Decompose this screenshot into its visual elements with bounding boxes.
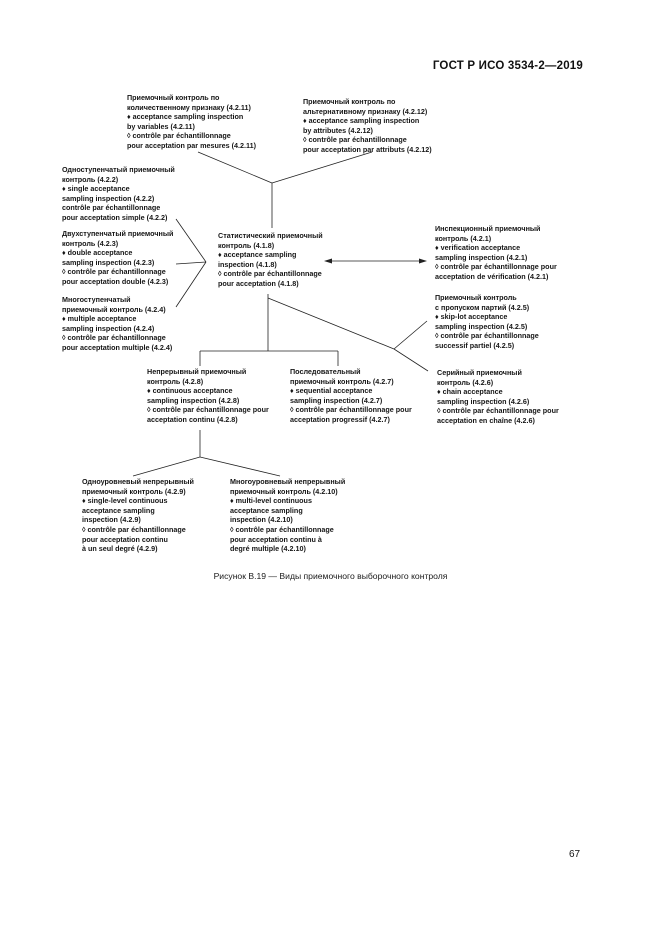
node-line: контроль (4.2.2) — [62, 174, 119, 184]
node-line: контроль (4.2.3) — [62, 238, 119, 248]
node-line: с пропуском партий (4.2.5) — [435, 302, 530, 312]
node-line: приемочный контроль (4.2.7) — [290, 376, 394, 386]
node-line: inspection (4.2.10) — [230, 515, 293, 525]
node-line: Двухступенчатый приемочный — [62, 229, 174, 238]
node-verification-inspection — [435, 224, 557, 282]
node-double-inspection — [62, 229, 173, 287]
node-line: контроль (4.2.1) — [435, 233, 492, 243]
node-statistical-inspection — [218, 231, 323, 289]
node-line: ♦ acceptance sampling inspection — [127, 112, 244, 122]
node-line: Серийный приемочный — [437, 368, 522, 377]
node-line: Инспекционный приемочный — [435, 224, 541, 233]
node-line: ♦ acceptance sampling inspection — [303, 116, 420, 126]
node-line: Многоуровневый непрерывный — [230, 477, 346, 486]
node-line: sampling inspection (4.2.4) — [62, 323, 155, 333]
node-line: ♦ single-level continuous — [82, 496, 168, 506]
document-id: ГОСТ Р ИСО 3534-2—2019 — [432, 60, 583, 72]
node-line: ◊ contrôle par échantillonnage — [435, 331, 539, 341]
node-line: degré multiple (4.2.10) — [230, 544, 306, 554]
node-line: acceptation continu (4.2.8) — [147, 414, 238, 424]
node-line: Приемочный контроль по — [127, 93, 220, 102]
node-line: inspection (4.1.8) — [218, 259, 277, 269]
node-line: приемочный контроль (4.2.10) — [230, 486, 338, 496]
node-line: sampling inspection (4.2.1) — [435, 252, 528, 262]
node-line: pour acceptation continu — [82, 534, 168, 544]
node-line: ♦ multi-level continuous — [230, 496, 312, 506]
node-multi-level-continuous — [230, 477, 345, 554]
node-line: by variables (4.2.11) — [127, 121, 195, 131]
node-line: ♦ multiple acceptance — [62, 314, 137, 324]
node-variables-inspection — [127, 93, 256, 151]
node-line: ◊ contrôle par échantillonnage pour — [290, 405, 412, 415]
node-line: контроль (4.2.6) — [437, 377, 494, 387]
figure-caption: Рисунок В.19 — Виды приемочного выборочного контроля — [213, 571, 448, 581]
node-multiple-inspection — [62, 295, 172, 353]
node-skiplot-inspection — [435, 293, 539, 351]
node-line: контроль (4.1.8) — [218, 240, 275, 250]
node-line: acceptance sampling — [230, 505, 303, 515]
node-attributes-inspection — [303, 97, 432, 155]
node-line: pour acceptation (4.1.8) — [218, 278, 299, 288]
node-single-inspection — [62, 165, 175, 223]
node-line: successif partiel (4.2.5) — [435, 340, 515, 350]
node-line: sampling inspection (4.2.2) — [62, 193, 155, 203]
node-line: ♦ skip-lot acceptance — [435, 312, 508, 322]
node-line: ◊ contrôle par échantillonnage — [62, 267, 166, 277]
node-line: альтернативному признаку (4.2.12) — [303, 106, 428, 116]
node-line: Многоступенчатый — [62, 295, 131, 304]
node-line: ◊ contrôle par échantillonnage — [230, 524, 334, 534]
node-line: sampling inspection (4.2.7) — [290, 395, 383, 405]
node-line: ♦ single acceptance — [62, 184, 130, 194]
node-line: Приемочный контроль по — [303, 97, 396, 106]
node-line: by attributes (4.2.12) — [303, 125, 373, 135]
node-line: pour acceptation par mesures (4.2.11) — [127, 140, 257, 150]
node-chain-inspection — [437, 368, 559, 426]
node-line: ♦ double acceptance — [62, 248, 133, 258]
node-line: ◊ contrôle par échantillonnage pour — [147, 405, 269, 415]
node-line: ◊ contrôle par échantillonnage — [82, 524, 186, 534]
node-line: inspection (4.2.9) — [82, 515, 141, 525]
node-line: acceptance sampling — [82, 505, 155, 515]
node-line: ♦ verification acceptance — [435, 243, 521, 253]
node-line: ♦ sequential acceptance — [290, 386, 373, 396]
node-single-level-continuous — [82, 477, 194, 554]
node-line: pour acceptation double (4.2.3) — [62, 276, 169, 286]
node-line: acceptation en chaîne (4.2.6) — [437, 415, 535, 425]
node-line: Приемочный контроль — [435, 293, 517, 302]
node-line: ♦ chain acceptance — [437, 387, 503, 397]
node-line: Одноуровневый непрерывный — [82, 477, 194, 486]
node-line: Непрерывный приемочный — [147, 367, 247, 376]
node-line: Статистический приемочный — [218, 231, 323, 240]
node-line: приемочный контроль (4.2.9) — [82, 486, 186, 496]
node-line: ♦ continuous acceptance — [147, 386, 233, 396]
node-line: sampling inspection (4.2.3) — [62, 257, 155, 267]
node-continuous-inspection — [147, 367, 269, 425]
node-line: ◊ contrôle par échantillonnage — [303, 135, 407, 145]
node-line: sampling inspection (4.2.8) — [147, 395, 240, 405]
node-line: acceptation de vérification (4.2.1) — [435, 271, 549, 281]
node-line: sampling inspection (4.2.5) — [435, 321, 528, 331]
page-number: 67 — [569, 849, 581, 860]
node-line: contrôle par échantillonnage — [62, 203, 161, 213]
node-line: ◊ contrôle par échantillonnage pour — [435, 262, 557, 272]
node-line: ♦ acceptance sampling — [218, 250, 297, 260]
node-line: ◊ contrôle par échantillonnage — [218, 269, 322, 279]
node-line: Последовательный — [290, 367, 361, 376]
node-line: pour acceptation simple (4.2.2) — [62, 212, 168, 222]
node-line: pour acceptation par attributs (4.2.12) — [303, 144, 432, 154]
node-line: ◊ contrôle par échantillonnage — [62, 333, 166, 343]
node-line: Одноступенчатый приемочный — [62, 165, 175, 174]
node-line: acceptation progressif (4.2.7) — [290, 414, 390, 424]
node-line: à un seul degré (4.2.9) — [82, 544, 158, 554]
node-line: приемочный контроль (4.2.4) — [62, 304, 166, 314]
node-line: sampling inspection (4.2.6) — [437, 396, 530, 406]
node-line: ◊ contrôle par échantillonnage pour — [437, 406, 559, 416]
node-line: pour acceptation multiple (4.2.4) — [62, 342, 173, 352]
node-line: ◊ contrôle par échantillonnage — [127, 131, 231, 141]
node-line: количественному признаку (4.2.11) — [127, 102, 251, 112]
node-line: контроль (4.2.8) — [147, 376, 204, 386]
node-sequential-inspection — [290, 367, 412, 425]
node-line: pour acceptation continu à — [230, 534, 322, 544]
